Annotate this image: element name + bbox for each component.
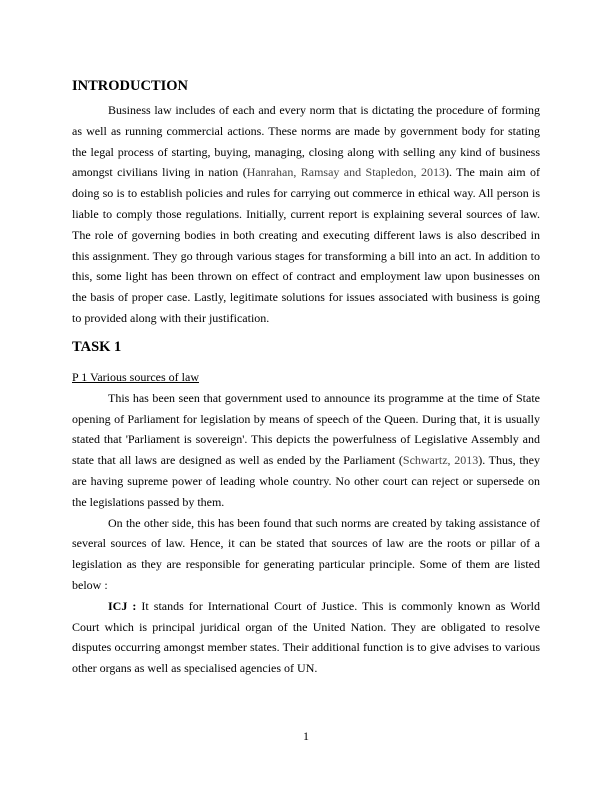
task1-paragraph-1 [72,388,540,513]
task1-heading: TASK 1 [72,338,122,355]
intro-citation: Hanrahan, Ramsay and Stapledon, 2013 [246,165,445,180]
task1-paragraph-3 [72,596,540,679]
intro-text-start: Business law includes of each and every norm that is dictating the procedure of forming as well as running commercial actions. These norms are made by government body for stating the legal process of starting, buying, managing, closing along with selling any kind of business amongst civilians living in nation ( [72,103,540,180]
document-page [72,76,540,679]
task1-p1-end: ). Thus, they are having supreme power of leading whole country. No other court can reject or supersede on the legislations passed by them. [72,453,540,509]
task1-citation: Schwartz, 2013 [402,453,479,468]
introduction-heading: INTRODUCTION [72,78,189,94]
icj-description: It stands for International Court of Justice. This is commonly known as World Court which is principal juridical organ of the United Nation. They are obligated to resolve disputes occurring amongst member states. Their additional function is to give advises to various other organs as well as specialised agencies of UN. [72,598,540,676]
introduction-paragraph [72,100,540,329]
task1-subheading: P 1 Various sources of law [72,369,199,384]
task1-p1-start: This has been seen that government used to announce its programme at the time of State opening of Parliament for legislation by means of speech of the Queen. During that, it is usually stated that 'Parliament is sovereign'. This depicts the powerfulness of Legislative Assembly and state that all laws are designed as well as ended by the Parliament ( [72,390,540,468]
page-number: 1 [303,729,309,743]
task1-paragraph-2: On the other side, this has been found that such norms are created by taking assistance of several sources of law. Hence, it can be stated that sources of law are the roots or pillar of a legislation as they are responsible for generating particular principle. Some of them are listed below : [72,515,540,592]
icj-term: ICJ : [108,598,137,613]
intro-text-end: ). The main aim of doing so is to establish policies and rules for carrying out commerce in ethical way. All person is liable to comply those regulations. Initially, current report is explaining several sources of law. The role of governing bodies in both creating and executing different laws is also described in this assignment. They go through various stages for transforming a bill into an act. In addition to this, some light has been thrown on effect of contract and employment law upon businesses on the basis of proper case. Lastly, legitimate solutions for issues associated with business is going to provided along with their justification. [72,165,541,325]
